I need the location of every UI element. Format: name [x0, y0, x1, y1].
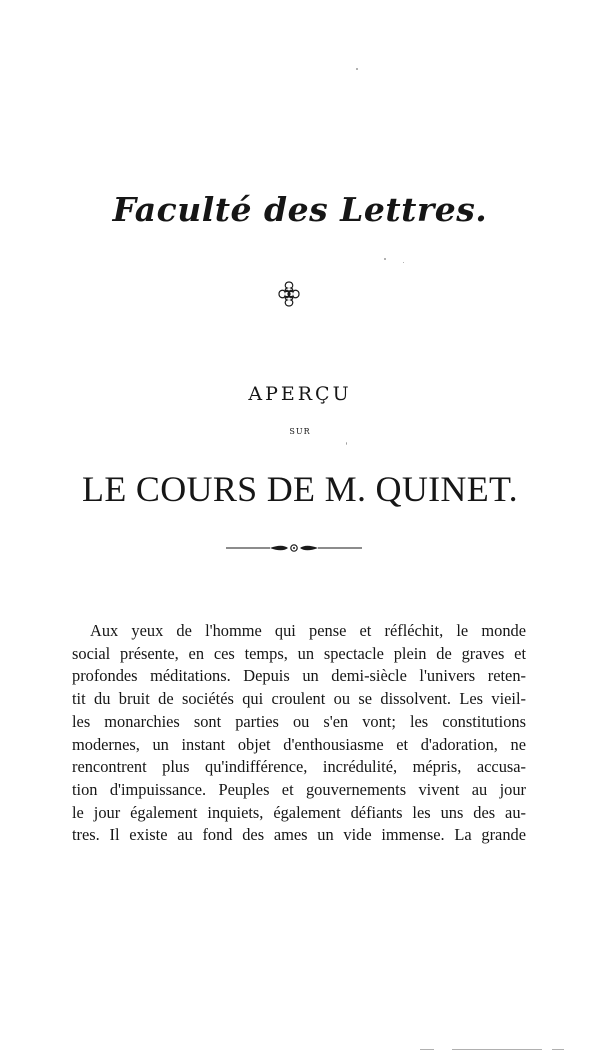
print-speck [346, 442, 347, 445]
scan-artifact [552, 1049, 564, 1050]
paragraph-line: tres. Il existe au fond des ames un vide immense. La grande [72, 825, 526, 845]
paragraph-line: les monarchies sont parties ou s'en vont; les constitutions [72, 711, 526, 731]
print-speck [403, 262, 404, 263]
paragraph-line: social présente, en ces temps, un spectacle plein de graves et [72, 643, 526, 663]
print-speck [384, 258, 386, 260]
paragraph-line: modernes, un instant objet d'enthousiasme et d'adoration, ne [72, 734, 526, 754]
scan-artifact [452, 1049, 542, 1050]
decorative-rule-icon [226, 541, 362, 555]
paragraph-line: tion d'impuissance. Peuples et gouvernements vivent au jour [72, 779, 526, 799]
faculty-title: Faculté des Lettres. [112, 190, 488, 229]
connector-sur: SUR [289, 427, 311, 436]
floral-ornament-icon [276, 279, 302, 309]
main-title: LE COURS DE M. QUINET. [82, 469, 518, 509]
paragraph-line: profondes méditations. Depuis un demi-siècle l'univers reten- [72, 666, 526, 686]
paragraph-line: rencontrent plus qu'indifférence, incrédulité, mépris, accusa- [72, 757, 526, 777]
paragraph-line: tit du bruit de sociétés qui croulent ou se dissolvent. Les vieil- [72, 689, 526, 709]
subtitle-apercu: APERÇU [248, 383, 352, 405]
paragraph-line: Aux yeux de l'homme qui pense et réfléchit, le monde [90, 621, 526, 640]
scan-artifact [420, 1049, 434, 1050]
print-speck [356, 68, 358, 70]
opening-paragraph [72, 620, 526, 847]
paragraph-line: le jour également inquiets, également défiants les uns des au- [72, 802, 526, 822]
